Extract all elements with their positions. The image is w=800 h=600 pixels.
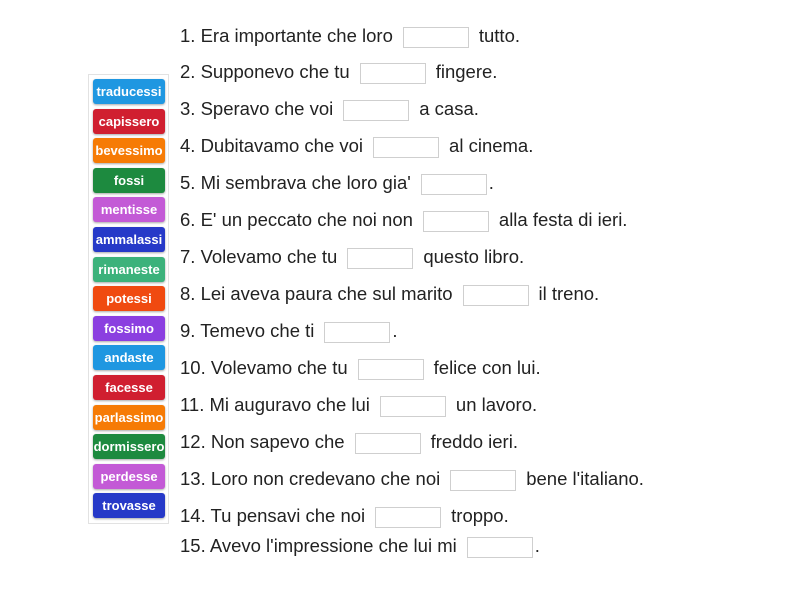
- sentence-text-after: fingere.: [435, 61, 498, 82]
- word-tile-andaste[interactable]: andaste: [93, 345, 165, 370]
- sentence-row: [180, 24, 520, 48]
- answer-blank[interactable]: [403, 27, 469, 48]
- answer-blank[interactable]: [463, 285, 529, 306]
- sentence-row: [180, 356, 541, 380]
- word-tile-capissero[interactable]: capissero: [93, 109, 165, 134]
- sentence-text-after: troppo.: [451, 505, 509, 526]
- word-tile-facesse[interactable]: facesse: [93, 375, 165, 400]
- sentence-row: [180, 430, 518, 454]
- sentence-text-before: 7. Volevamo che tu: [180, 246, 338, 267]
- answer-blank[interactable]: [375, 507, 441, 528]
- sentence-row: [180, 134, 533, 158]
- sentence-text-before: 11. Mi auguravo che lui: [180, 394, 370, 415]
- answer-blank[interactable]: [421, 174, 487, 195]
- word-tile-rimaneste[interactable]: rimaneste: [93, 257, 165, 282]
- sentence-row: [180, 534, 540, 558]
- word-tile-fossimo[interactable]: fossimo: [93, 316, 165, 341]
- word-tile-potessi[interactable]: potessi: [93, 286, 165, 311]
- sentence-text-before: 15. Avevo l'impressione che lui mi: [180, 535, 457, 556]
- word-bank: [88, 74, 169, 524]
- answer-blank[interactable]: [380, 396, 446, 417]
- sentence-row: [180, 60, 497, 84]
- answer-blank[interactable]: [423, 211, 489, 232]
- sentence-row: [180, 467, 644, 491]
- sentence-text-before: 1. Era importante che loro: [180, 25, 393, 46]
- sentence-text-after: bene l'italiano.: [526, 468, 644, 489]
- sentence-text-after: freddo ieri.: [430, 431, 518, 452]
- answer-blank[interactable]: [324, 322, 390, 343]
- answer-blank[interactable]: [373, 137, 439, 158]
- sentence-text-after: il treno.: [538, 283, 600, 304]
- sentence-text-after: .: [488, 172, 494, 193]
- answer-blank[interactable]: [358, 359, 424, 380]
- word-tile-parlassimo[interactable]: parlassimo: [93, 405, 165, 430]
- answer-blank[interactable]: [450, 470, 516, 491]
- sentence-text-before: 10. Volevamo che tu: [180, 357, 348, 378]
- answer-blank[interactable]: [347, 248, 413, 269]
- sentence-row: [180, 245, 524, 269]
- sentence-text-after: questo libro.: [423, 246, 525, 267]
- sentence-text-before: 3. Speravo che voi: [180, 98, 334, 119]
- sentence-text-before: 5. Mi sembrava che loro gia': [180, 172, 411, 193]
- word-tile-dormissero[interactable]: dormissero: [93, 434, 165, 459]
- sentence-text-after: un lavoro.: [455, 394, 538, 415]
- sentence-text-after: tutto.: [478, 25, 520, 46]
- sentence-row: [180, 97, 479, 121]
- sentence-text-before: 6. E' un peccato che noi non: [180, 209, 413, 230]
- sentence-row: [180, 393, 537, 417]
- sentence-row: [180, 504, 509, 528]
- sentence-row: [180, 171, 494, 195]
- sentence-text-before: 14. Tu pensavi che noi: [180, 505, 366, 526]
- sentence-row: [180, 208, 627, 232]
- sentence-text-before: 4. Dubitavamo che voi: [180, 135, 364, 156]
- sentence-text-after: alla festa di ieri.: [498, 209, 628, 230]
- word-tile-traducessi[interactable]: traducessi: [93, 79, 165, 104]
- sentence-text-before: 8. Lei aveva paura che sul marito: [180, 283, 453, 304]
- word-tile-bevessimo[interactable]: bevessimo: [93, 138, 165, 163]
- sentence-text-before: 13. Loro non credevano che noi: [180, 468, 441, 489]
- word-tile-perdesse[interactable]: perdesse: [93, 464, 165, 489]
- word-tile-fossi[interactable]: fossi: [93, 168, 165, 193]
- sentence-row: [180, 282, 599, 306]
- sentence-text-after: .: [392, 320, 398, 341]
- answer-blank[interactable]: [467, 537, 533, 558]
- answer-blank[interactable]: [343, 100, 409, 121]
- sentence-text-before: 9. Temevo che ti: [180, 320, 315, 341]
- sentence-text-after: .: [534, 535, 540, 556]
- word-tile-ammalassi[interactable]: ammalassi: [93, 227, 165, 252]
- answer-blank[interactable]: [355, 433, 421, 454]
- sentence-text-after: felice con lui.: [433, 357, 541, 378]
- sentence-text-after: al cinema.: [449, 135, 534, 156]
- sentence-text-before: 2. Supponevo che tu: [180, 61, 350, 82]
- answer-blank[interactable]: [360, 63, 426, 84]
- word-tile-trovasse[interactable]: trovasse: [93, 493, 165, 518]
- sentence-text-after: a casa.: [419, 98, 479, 119]
- sentence-text-before: 12. Non sapevo che: [180, 431, 345, 452]
- sentence-row: [180, 319, 398, 343]
- word-tile-mentisse[interactable]: mentisse: [93, 197, 165, 222]
